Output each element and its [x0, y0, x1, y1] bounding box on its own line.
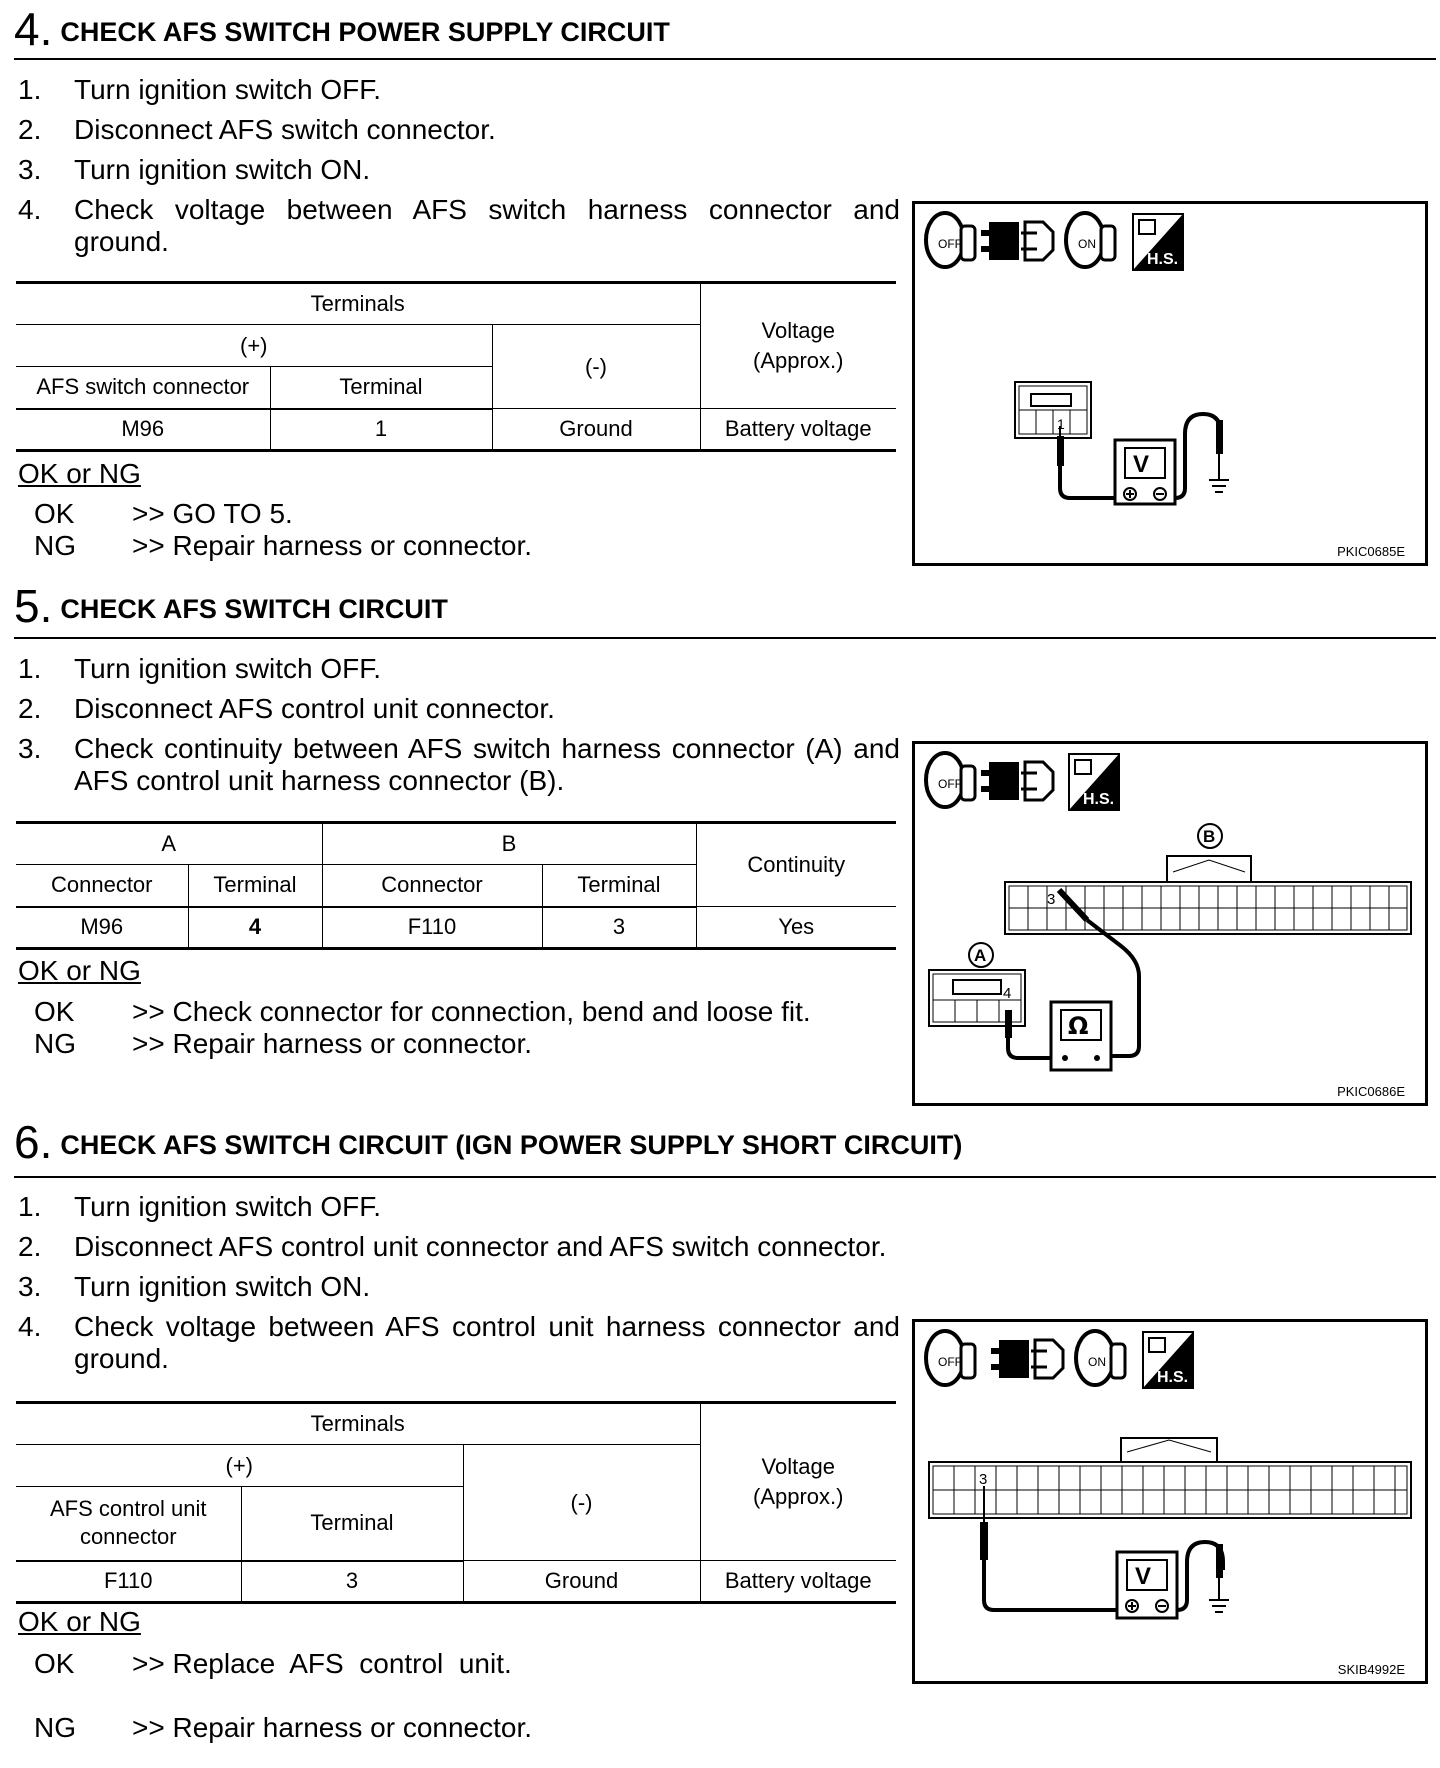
voltmeter-icon	[1117, 1552, 1177, 1618]
table-header: A	[16, 823, 322, 865]
table-header: AFS switch connector	[16, 367, 270, 409]
svg-text:H.S.: H.S.	[1157, 1369, 1189, 1386]
ignition-key-on-icon	[1066, 213, 1115, 267]
probe-tip	[1216, 1544, 1223, 1578]
svg-text:ON: ON	[1078, 237, 1096, 251]
section-divider	[14, 1176, 1436, 1178]
table-row	[16, 1561, 896, 1603]
disconnect-connector-icon	[981, 222, 1053, 260]
svg-text:H.S.: H.S.	[1083, 791, 1115, 808]
table-header: (-)	[492, 325, 700, 409]
probe-tip	[1005, 1010, 1012, 1038]
probe-tip	[1057, 436, 1064, 466]
table-header: Voltage (Approx.)	[700, 1403, 896, 1561]
table-cell: Ground	[492, 409, 700, 451]
table-cell: Ground	[463, 1561, 700, 1603]
table-cell: 3	[241, 1561, 463, 1603]
terminal-label: 3	[1047, 891, 1056, 908]
svg-text:A: A	[974, 946, 987, 965]
harness-side-icon	[1133, 214, 1183, 270]
probe-tip	[980, 1522, 988, 1560]
table-cell: 4	[188, 907, 322, 949]
section-divider	[14, 58, 1436, 60]
figure-continuity-check	[912, 741, 1428, 1106]
table-header: Terminal	[241, 1487, 463, 1561]
wire	[984, 1560, 1120, 1610]
table-header: (+)	[16, 1445, 463, 1487]
figure-code: PKIC0685E	[1337, 544, 1405, 559]
table-cell: M96	[16, 409, 270, 451]
ignition-key-on-icon	[1076, 1331, 1125, 1385]
figure-short-circuit-check	[912, 1319, 1428, 1684]
table-header: Continuity	[696, 823, 896, 907]
figure-voltage-check	[912, 201, 1428, 566]
table-cell: F110	[16, 1561, 241, 1603]
table-cell: 1	[270, 409, 492, 451]
svg-text:OFF: OFF	[938, 777, 962, 791]
svg-text:OFF: OFF	[938, 237, 962, 251]
table-header: Terminals	[16, 283, 700, 325]
section-6-title: 6. CHECK AFS SWITCH CIRCUIT (IGN POWER SUPPLY SHORT CIRCUIT)	[14, 1116, 963, 1168]
afs-control-unit-connector	[929, 1438, 1411, 1518]
wiring-diagram	[915, 744, 1425, 1103]
ground-icon	[1209, 480, 1229, 492]
terminal-label: 1	[1057, 416, 1065, 432]
svg-text:V: V	[1135, 1563, 1152, 1590]
table-header: AFS control unit connector	[16, 1487, 241, 1561]
svg-text:B: B	[1203, 827, 1216, 846]
wire	[1060, 466, 1118, 498]
table-cell: F110	[322, 907, 542, 949]
section-divider	[14, 637, 1436, 639]
section-4-title: 4. CHECK AFS SWITCH POWER SUPPLY CIRCUIT	[14, 3, 670, 55]
okng-title: OK or NG	[18, 1606, 141, 1637]
table-cell: Battery voltage	[700, 1561, 896, 1603]
terminal-label: 4	[1003, 985, 1012, 1002]
continuity-table	[16, 821, 896, 950]
terminal-label: 3	[979, 1471, 988, 1488]
svg-text:OFF: OFF	[938, 1355, 962, 1369]
svg-text:V: V	[1133, 451, 1150, 478]
connector-a-label	[969, 943, 993, 967]
table-cell: M96	[16, 907, 188, 949]
table-header: Connector	[322, 865, 542, 907]
table-header: Voltage (Approx.)	[700, 283, 896, 409]
harness-side-icon	[1143, 1332, 1193, 1388]
ignition-key-off-icon	[926, 753, 975, 807]
voltmeter-icon	[1115, 440, 1175, 504]
harness-side-icon	[1069, 754, 1119, 810]
voltage-table	[16, 281, 896, 452]
ignition-key-off-icon	[926, 1331, 975, 1385]
probe-tip	[1216, 420, 1223, 454]
okng-title: OK or NG	[18, 955, 141, 986]
table-header: Terminal	[542, 865, 696, 907]
ohmmeter-icon	[1051, 1002, 1111, 1070]
svg-text:Ω: Ω	[1068, 1012, 1089, 1040]
table-cell: Battery voltage	[700, 409, 896, 451]
wiring-diagram	[915, 1322, 1425, 1681]
table-cell: 3	[542, 907, 696, 949]
ground-icon	[1209, 1600, 1229, 1612]
table-header: Connector	[16, 865, 188, 907]
svg-text:H.S.: H.S.	[1147, 251, 1179, 268]
figure-code: SKIB4992E	[1337, 1662, 1405, 1677]
wiring-diagram	[915, 204, 1425, 563]
section-5-title: 5. CHECK AFS SWITCH CIRCUIT	[14, 580, 448, 632]
table-header: Terminals	[16, 1403, 700, 1445]
table-header: Terminal	[188, 865, 322, 907]
table-header: B	[322, 823, 696, 865]
disconnect-connector-icon	[991, 1340, 1063, 1378]
table-header: (+)	[16, 325, 492, 367]
disconnect-connector-icon	[981, 762, 1053, 800]
table-row	[16, 907, 896, 949]
okng-title: OK or NG	[18, 458, 141, 489]
voltage-table	[16, 1401, 896, 1604]
ignition-key-off-icon	[926, 213, 975, 267]
figure-code: PKIC0686E	[1337, 1084, 1405, 1099]
table-header: (-)	[463, 1445, 700, 1561]
connector-b-label	[1198, 824, 1222, 848]
svg-text:ON: ON	[1088, 1355, 1106, 1369]
afs-switch-connector	[1015, 382, 1091, 438]
table-row	[16, 409, 896, 451]
table-cell: Yes	[696, 907, 896, 949]
table-header: Terminal	[270, 367, 492, 409]
